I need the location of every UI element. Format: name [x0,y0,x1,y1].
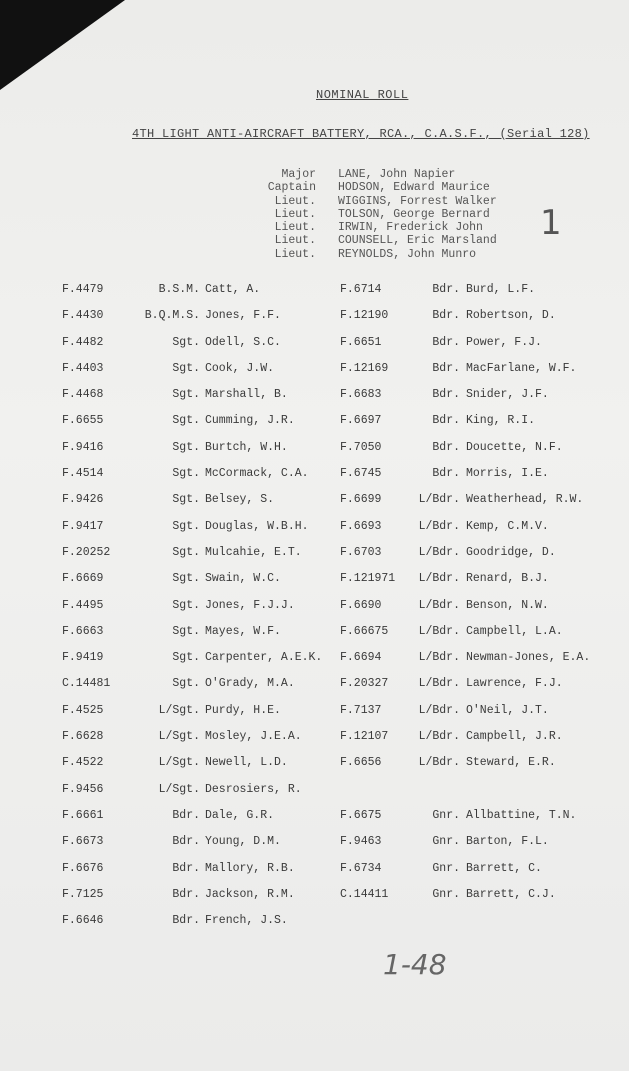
officer-row [250,221,497,234]
right-name: Robertson, D. [466,309,556,323]
right-service-number: F.6675 [340,808,382,822]
left-service-number: F.4479 [62,283,104,296]
roll-row [0,862,629,888]
right-name: Steward, E.R. [466,756,556,770]
right-name: Kemp, C.M.V. [466,519,549,533]
left-rank: L/Sgt. [158,756,200,770]
left-service-number: F.20252 [62,545,111,559]
left-rank: Sgt. [172,651,200,665]
left-service-number: F.4482 [62,335,104,349]
left-rank: B.Q.M.S. [144,309,200,323]
right-name: Benson, N.W. [466,598,549,612]
officer-name: HODSON, Edward Maurice [338,181,490,195]
officer-name: IRWIN, Frederick John [338,221,483,235]
left-service-number: F.6669 [62,572,104,586]
left-name: Marshall, B. [205,388,288,402]
left-name: Belsey, S. [205,493,275,507]
officer-rank: Lieut. [274,194,316,208]
left-name: Purdy, H.E. [205,703,281,717]
right-rank: L/Bdr. [418,598,460,612]
right-service-number: F.6734 [340,861,382,875]
left-rank: Bdr. [172,914,200,928]
right-name: Power, F.J. [466,335,542,349]
right-rank: Bdr. [432,388,460,402]
right-name: Burd, L.F. [466,283,536,296]
right-service-number: F.121971 [340,572,396,586]
right-service-number: F.6651 [340,335,382,349]
roll-row [0,730,629,756]
left-name: Desrosiers, R. [205,782,302,796]
right-name: Morris, I.E. [466,467,549,481]
left-service-number: F.4495 [62,598,104,612]
left-name: Mallory, R.B. [205,861,295,875]
left-rank: Sgt. [172,545,200,559]
right-service-number: F.6697 [340,414,382,428]
right-service-number: F.12107 [340,730,389,744]
officer-name: COUNSELL, Eric Marsland [338,234,497,248]
roll-row [0,809,629,835]
left-service-number: F.6663 [62,624,104,638]
left-service-number: F.9456 [62,782,104,796]
officer-rank: Lieut. [274,247,316,261]
officer-row [250,208,497,221]
left-service-number: F.6673 [62,835,104,849]
right-name: Renard, B.J. [466,572,549,586]
right-name: Campbell, L.A. [466,624,563,638]
left-service-number: F.4403 [62,361,104,375]
right-name: O'Neil, J.T. [466,703,549,717]
roll-row [0,388,629,414]
officers-list [250,168,497,261]
right-name: Barton, F.L. [466,835,549,849]
roll-row [0,546,629,572]
left-rank: Sgt. [172,414,200,428]
right-service-number: F.7137 [340,703,382,717]
left-service-number: F.4430 [62,309,104,323]
officer-name: REYNOLDS, John Munro [338,247,477,261]
right-name: Lawrence, F.J. [466,677,563,691]
right-service-number: F.6745 [340,467,382,481]
left-name: Swain, W.C. [205,572,281,586]
left-rank: L/Sgt. [158,782,200,796]
left-service-number: F.7125 [62,887,104,901]
left-service-number: F.6628 [62,730,104,744]
left-rank: Sgt. [172,598,200,612]
right-rank: Bdr. [432,335,460,349]
roll-row [0,493,629,519]
right-name: Allbattine, T.N. [466,808,577,822]
roll-row [0,572,629,598]
officer-name: LANE, John Napier [338,168,456,181]
left-rank: Sgt. [172,624,200,638]
officer-rank: Lieut. [274,234,316,248]
left-name: Jones, F.J.J. [205,598,295,612]
right-rank: Gnr. [432,887,460,901]
right-service-number: F.6656 [340,756,382,770]
dark-corner-shadow [0,0,125,90]
left-rank: Sgt. [172,440,200,454]
right-rank: Bdr. [432,440,460,454]
right-rank: L/Bdr. [418,651,460,665]
officer-row [250,195,497,208]
left-rank: Bdr. [172,835,200,849]
roll-row [0,651,629,677]
left-name: Cook, J.W. [205,361,275,375]
roll-row [0,309,629,335]
right-service-number: F.6693 [340,519,382,533]
right-rank: L/Bdr. [418,493,460,507]
right-rank: L/Bdr. [418,519,460,533]
roll-row [0,414,629,440]
officer-row [250,168,497,181]
roll-row [0,467,629,493]
left-service-number: F.4522 [62,756,104,770]
left-rank: Sgt. [172,677,200,691]
right-service-number: F.12190 [340,309,389,323]
officer-rank: Captain [267,181,316,195]
left-rank: Bdr. [172,887,200,901]
left-rank: Sgt. [172,519,200,533]
handwritten-page-mark: 1-48 [383,948,447,981]
roll-row [0,625,629,651]
left-service-number: F.9419 [62,651,104,665]
left-rank: Sgt. [172,467,200,481]
right-rank: Bdr. [432,309,460,323]
right-name: Goodridge, D. [466,545,556,559]
right-service-number: F.12169 [340,361,389,375]
left-rank: Sgt. [172,572,200,586]
left-name: Catt, A. [205,283,261,296]
right-name: King, R.I. [466,414,536,428]
roll-row [0,520,629,546]
left-service-number: F.4525 [62,703,104,717]
left-service-number: F.6655 [62,414,104,428]
roll-row [0,599,629,625]
right-rank: L/Bdr. [418,703,460,717]
right-service-number: F.66675 [340,624,389,638]
roll-row [0,914,629,940]
left-service-number: F.9416 [62,440,104,454]
left-service-number: F.6676 [62,861,104,875]
right-rank: L/Bdr. [418,730,460,744]
left-name: McCormack, C.A. [205,467,309,481]
roll-row [0,835,629,861]
left-rank: Sgt. [172,361,200,375]
right-service-number: F.7050 [340,440,382,454]
roll-row [0,441,629,467]
left-name: French, J.S. [205,914,288,928]
right-rank: L/Bdr. [418,677,460,691]
left-name: Young, D.M. [205,835,281,849]
left-name: Odell, S.C. [205,335,281,349]
nominal-roll-table [0,283,629,940]
roll-row [0,756,629,782]
right-service-number: F.6699 [340,493,382,507]
left-rank: L/Sgt. [158,703,200,717]
right-service-number: F.6683 [340,388,382,402]
left-rank: Bdr. [172,861,200,875]
left-rank: Sgt. [172,493,200,507]
roll-row [0,283,629,309]
left-rank: L/Sgt. [158,730,200,744]
left-name: Jones, F.F. [205,309,281,323]
officer-rank: Major [281,168,316,181]
right-service-number: F.6703 [340,545,382,559]
roll-row [0,362,629,388]
document-subtitle: 4TH LIGHT ANTI-AIRCRAFT BATTERY, RCA., C.A.S.F., (Serial 128) [132,127,590,141]
right-service-number: C.14411 [340,887,389,901]
left-service-number: C.14481 [62,677,111,691]
right-name: Newman-Jones, E.A. [466,651,591,665]
left-name: Douglas, W.B.H. [205,519,309,533]
right-rank: Bdr. [432,361,460,375]
right-name: Barrett, C. [466,861,542,875]
officer-name: TOLSON, George Bernard [338,207,490,221]
officer-rank: Lieut. [274,207,316,221]
officer-name: WIGGINS, Forrest Walker [338,194,497,208]
right-service-number: F.6694 [340,651,382,665]
left-rank: Sgt. [172,335,200,349]
right-name: Weatherhead, R.W. [466,493,584,507]
officer-row [250,248,497,261]
left-name: Burtch, W.H. [205,440,288,454]
right-service-number: F.6690 [340,598,382,612]
right-rank: Bdr. [432,467,460,481]
roll-row [0,783,629,809]
roll-row [0,677,629,703]
left-name: Jackson, R.M. [205,887,295,901]
right-rank: L/Bdr. [418,572,460,586]
right-name: Snider, J.F. [466,388,549,402]
right-rank: Bdr. [432,414,460,428]
left-service-number: F.6661 [62,808,104,822]
right-name: Doucette, N.F. [466,440,563,454]
right-name: Barrett, C.J. [466,887,556,901]
roll-row [0,704,629,730]
left-name: O'Grady, M.A. [205,677,295,691]
officer-rank: Lieut. [274,221,316,235]
right-rank: Gnr. [432,808,460,822]
left-service-number: F.9417 [62,519,104,533]
right-rank: L/Bdr. [418,756,460,770]
officer-row [250,234,497,247]
right-rank: Gnr. [432,861,460,875]
officer-row [250,181,497,194]
right-service-number: F.9463 [340,835,382,849]
left-service-number: F.4468 [62,388,104,402]
roll-row [0,888,629,914]
right-service-number: F.6714 [340,283,382,296]
left-name: Newell, L.D. [205,756,288,770]
left-name: Dale, G.R. [205,808,275,822]
roll-row [0,336,629,362]
left-name: Mosley, J.E.A. [205,730,302,744]
right-rank: L/Bdr. [418,624,460,638]
right-rank: Bdr. [432,283,460,296]
left-rank: Sgt. [172,388,200,402]
right-name: Campbell, J.R. [466,730,563,744]
handwritten-margin-mark: 1 [540,203,562,243]
left-name: Carpenter, A.E.K. [205,651,323,665]
left-rank: B.S.M. [158,283,200,296]
right-rank: L/Bdr. [418,545,460,559]
right-service-number: F.20327 [340,677,389,691]
left-rank: Bdr. [172,808,200,822]
document-title: NOMINAL ROLL [316,88,409,102]
left-service-number: F.9426 [62,493,104,507]
right-name: MacFarlane, W.F. [466,361,577,375]
right-rank: Gnr. [432,835,460,849]
left-service-number: F.6646 [62,914,104,928]
left-name: Cumming, J.R. [205,414,295,428]
left-service-number: F.4514 [62,467,104,481]
left-name: Mayes, W.F. [205,624,281,638]
left-name: Mulcahie, E.T. [205,545,302,559]
